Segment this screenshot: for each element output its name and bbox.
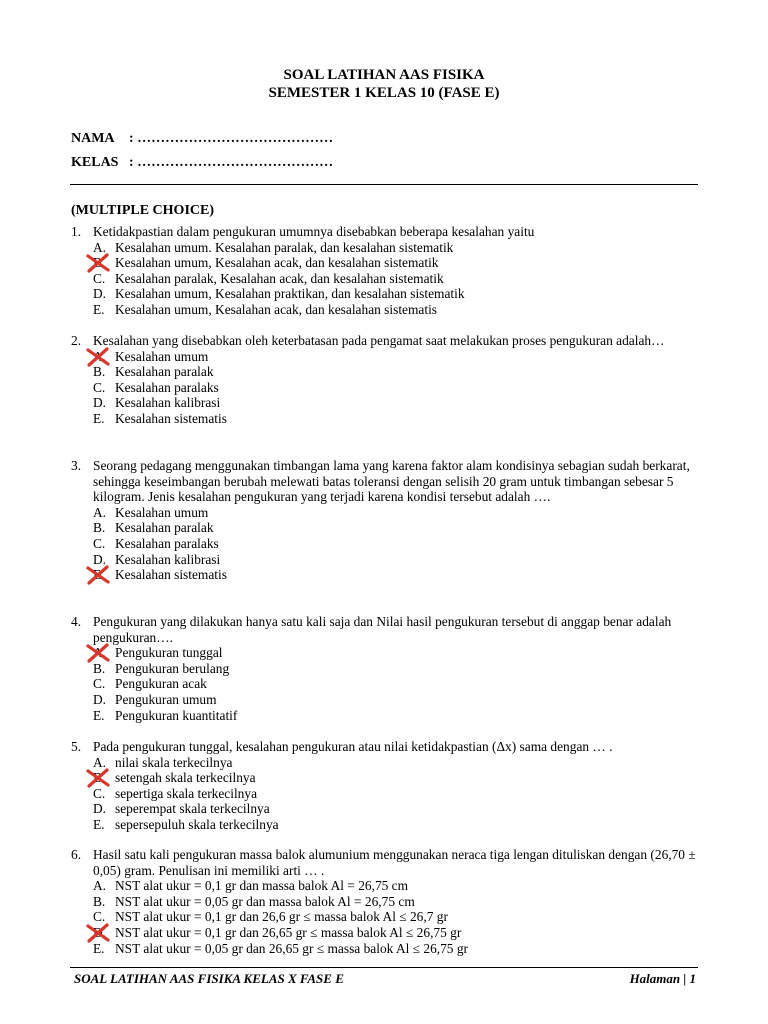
question-number: 6. (71, 847, 82, 862)
question-number: 5. (71, 739, 82, 754)
option-letter: B. (93, 770, 106, 786)
option-letter: A. (93, 645, 107, 661)
answer-option (71, 255, 703, 271)
answer-cross-mark-icon (85, 564, 111, 586)
option-letter: C. (93, 785, 106, 801)
question-text: Kesalahan yang disebabkan oleh keterbatasan pada pengamat saat melakukan proses pengukuran adalah… (93, 333, 665, 348)
kelas-separator: : (129, 155, 134, 170)
question-text: Hasil satu kali pengukuran massa balok alumunium menggunakan neraca tiga lengan dituliskan dengan (26,70 ± 0,05) gram. Penulisan ini memiliki arti … . (93, 847, 696, 878)
option-letter: E. (93, 410, 105, 426)
answer-option (71, 801, 703, 817)
option-letter: D. (93, 924, 107, 940)
option-text: nilai skala terkecilnya (115, 754, 233, 770)
nama-field (71, 130, 333, 147)
answer-option (71, 786, 703, 802)
option-text: sepertiga skala terkecilnya (115, 785, 258, 801)
answer-option (71, 520, 703, 536)
option-text: Kesalahan paralak, Kesalahan acak, dan kesalahan sistematik (115, 270, 444, 286)
option-text: Kesalahan umum, Kesalahan acak, dan kesalahan sistematis (115, 301, 438, 317)
option-letter: E. (93, 940, 105, 956)
option-letter: A. (93, 878, 107, 894)
question-5 (71, 739, 703, 833)
option-text: Kesalahan umum. Kesalahan paralak, dan kesalahan sistematik (115, 239, 454, 255)
answer-option (71, 941, 703, 957)
option-letter: B. (93, 893, 106, 909)
question-text: Pada pengukuran tunggal, kesalahan pengukuran atau nilai ketidakpastian (Δx) sama dengan … . (93, 739, 613, 754)
answer-option (71, 817, 703, 833)
option-text: Kesalahan sistematis (115, 567, 227, 583)
page-number: Halaman | 1 (629, 971, 696, 986)
answer-option (71, 505, 703, 521)
question-number: 3. (71, 458, 82, 473)
nama-blank: …………………………………… (137, 131, 334, 146)
answer-option (71, 286, 703, 302)
option-text: Kesalahan umum, Kesalahan acak, dan kesalahan sistematik (115, 255, 439, 271)
option-letter: A. (93, 504, 107, 520)
answer-option (71, 925, 703, 941)
option-text: Kesalahan kalibrasi (115, 395, 221, 411)
option-letter: E. (93, 301, 105, 317)
answer-option (71, 536, 703, 552)
footer-divider (70, 967, 698, 968)
header-divider (70, 184, 698, 185)
option-letter: B. (93, 660, 106, 676)
option-letter: B. (93, 520, 106, 536)
option-text: seperempat skala terkecilnya (115, 801, 270, 817)
answer-option (71, 271, 703, 287)
option-text: NST alat ukur = 0,1 gr dan massa balok Al = 26,75 cm (115, 878, 409, 894)
option-text: Pengukuran berulang (115, 660, 230, 676)
question-text: Pengukuran yang dilakukan hanya satu kali saja dan Nilai hasil pengukuran tersebut di anggap benar adalah pengukuran…. (93, 614, 672, 645)
option-text: Pengukuran acak (115, 676, 207, 692)
kelas-label: KELAS (71, 155, 119, 170)
question-text: Seorang pedagang menggunakan timbangan lama yang karena faktor alam kondisinya sebagian sudah berkarat, sehingga keseimbangan berubah melewati batas toleransi dengan selisih 20 gram untuk timbangan sebesar 5 kilogram. Jenis kesalahan pengukuran yang terjadi karena kondisi tersebut adalah …. (93, 458, 690, 505)
option-text: Pengukuran kuantitatif (115, 707, 238, 723)
option-letter: C. (93, 270, 106, 286)
question-2 (71, 333, 703, 427)
question-number: 2. (71, 333, 82, 348)
option-text: setengah skala terkecilnya (115, 770, 256, 786)
option-text: Pengukuran tunggal (115, 645, 223, 661)
option-letter: E. (93, 567, 105, 583)
answer-option (71, 878, 703, 894)
answer-option (71, 302, 703, 318)
option-letter: A. (93, 754, 107, 770)
option-letter: A. (93, 348, 107, 364)
answer-option (71, 645, 703, 661)
option-text: NST alat ukur = 0,05 gr dan 26,65 gr ≤ massa balok Al ≤ 26,75 gr (115, 940, 469, 956)
option-letter: D. (93, 395, 107, 411)
option-letter: D. (93, 286, 107, 302)
option-text: Pengukuran umum (115, 691, 217, 707)
answer-option (71, 661, 703, 677)
answer-option (71, 894, 703, 910)
kelas-blank: …………………………………… (137, 155, 334, 170)
option-text: NST alat ukur = 0,05 gr dan massa balok Al = 26,75 cm (115, 893, 415, 909)
option-text: NST alat ukur = 0,1 gr dan 26,65 gr ≤ massa balok Al ≤ 26,75 gr (115, 924, 462, 940)
question-stem (71, 614, 703, 645)
answer-option (71, 395, 703, 411)
option-text: NST alat ukur = 0,1 gr dan 26,6 gr ≤ massa balok Al ≤ 26,7 gr (115, 909, 448, 925)
option-text: Kesalahan umum (115, 348, 209, 364)
footer-title: SOAL LATIHAN AAS FISIKA KELAS X FASE E (74, 971, 344, 986)
question-stem (71, 333, 703, 349)
answer-option (71, 708, 703, 724)
question-1 (71, 224, 703, 318)
question-6 (71, 847, 703, 956)
answer-option (71, 364, 703, 380)
nama-separator: : (129, 131, 134, 146)
question-number: 4. (71, 614, 82, 629)
question-stem (71, 458, 703, 505)
option-text: Kesalahan paralaks (115, 535, 219, 551)
option-letter: D. (93, 801, 107, 817)
option-text: Kesalahan sistematis (115, 410, 227, 426)
option-letter: C. (93, 909, 106, 925)
document-title: SOAL LATIHAN AAS FISIKA (283, 67, 485, 83)
kelas-field (71, 154, 333, 171)
answer-option (71, 770, 703, 786)
option-letter: D. (93, 691, 107, 707)
option-letter: C. (93, 379, 106, 395)
question-stem (71, 224, 703, 240)
option-letter: B. (93, 255, 106, 271)
question-stem (71, 739, 703, 755)
answer-option (71, 349, 703, 365)
option-letter: A. (93, 239, 107, 255)
option-text: Kesalahan paralak (115, 520, 214, 536)
option-letter: E. (93, 816, 105, 832)
option-text: Kesalahan paralak (115, 364, 214, 380)
answer-option (71, 567, 703, 583)
answer-option (71, 240, 703, 256)
question-4 (71, 614, 703, 723)
option-text: Kesalahan umum, Kesalahan praktikan, dan kesalahan sistematik (115, 286, 465, 302)
option-text: Kesalahan kalibrasi (115, 551, 221, 567)
answer-option (71, 380, 703, 396)
option-letter: C. (93, 676, 106, 692)
option-letter: D. (93, 551, 107, 567)
answer-option (71, 411, 703, 427)
question-text: Ketidakpastian dalam pengukuran umumnya disebabkan beberapa kesalahan yaitu (93, 224, 535, 239)
section-title: (MULTIPLE CHOICE) (71, 203, 215, 218)
answer-option (71, 676, 703, 692)
option-text: Kesalahan paralaks (115, 379, 219, 395)
document-subtitle: SEMESTER 1 KELAS 10 (FASE E) (268, 85, 500, 101)
answer-option (71, 755, 703, 771)
option-letter: C. (93, 535, 106, 551)
question-3 (71, 458, 703, 583)
option-letter: E. (93, 707, 105, 723)
answer-option (71, 692, 703, 708)
option-text: sepersepuluh skala terkecilnya (115, 816, 279, 832)
nama-label: NAMA (71, 131, 115, 146)
answer-option (71, 909, 703, 925)
option-text: Kesalahan umum (115, 504, 209, 520)
answer-option (71, 552, 703, 568)
option-letter: B. (93, 364, 106, 380)
question-stem (71, 847, 703, 878)
question-number: 1. (71, 224, 82, 239)
